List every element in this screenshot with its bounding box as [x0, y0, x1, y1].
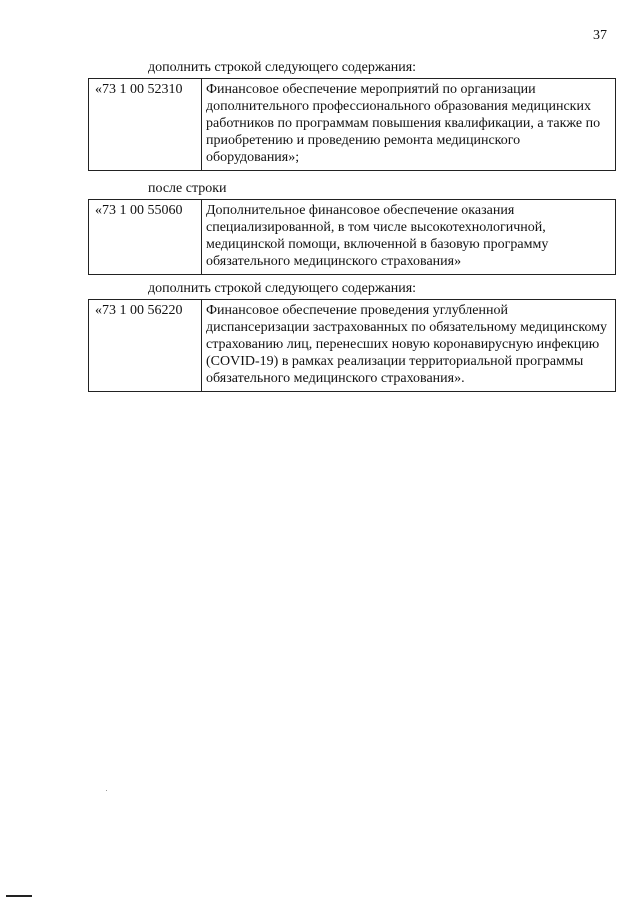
budget-code-cell: «73 1 00 52310 — [89, 79, 202, 171]
scan-speck — [106, 790, 107, 791]
section-intro-after-row: после строки — [148, 181, 227, 196]
budget-code-table — [88, 199, 616, 275]
margin-mark — [6, 895, 32, 897]
budget-code-cell: «73 1 00 55060 — [89, 200, 202, 275]
table-row — [89, 200, 616, 275]
page-number: 37 — [593, 28, 607, 43]
section-intro-add-row: дополнить строкой следующего содержания: — [148, 281, 417, 296]
budget-code-cell: «73 1 00 56220 — [89, 300, 202, 392]
budget-code-table — [88, 299, 616, 392]
budget-description-cell: Дополнительное финансовое обеспечение оказания специализированной, в том числе высокотехнологичной, медицинской помощи, включенной в базовую программу обязательного медицинского страхования» — [202, 200, 616, 275]
table-row — [89, 79, 616, 171]
budget-description-cell: Финансовое обеспечение проведения углубленной диспансеризации застрахованных по обязательному медицинскому страхованию лиц, перенесших новую коронавирусную инфекцию (COVID-19) в рамках реализации территориальной программы обязательного медицинского страхования». — [202, 300, 616, 392]
budget-description-cell: Финансовое обеспечение мероприятий по организации дополнительного профессионального образования медицинских работников по программам повышения квалификации, а также по приобретению и проведению ремонта медицинского оборудования»; — [202, 79, 616, 171]
table-row — [89, 300, 616, 392]
section-intro-add-row: дополнить строкой следующего содержания: — [148, 60, 417, 75]
budget-code-table — [88, 78, 616, 171]
